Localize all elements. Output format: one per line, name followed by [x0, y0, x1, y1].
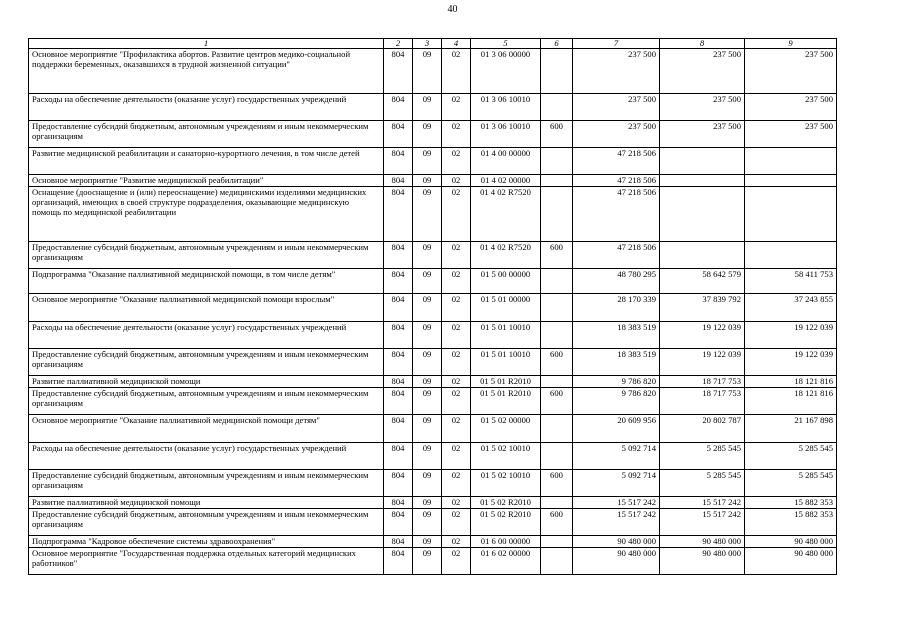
row-code-expense-type — [541, 322, 573, 349]
row-code-section: 09 — [413, 470, 442, 497]
row-name-cell: Основное мероприятие "Профилактика абортов. Развитие центров медико-социальной поддержки беременных, оказавшихся в трудной жизненной ситуации" — [29, 49, 384, 94]
row-code-target: 01 5 01 R2010 — [471, 376, 541, 388]
row-code-subsection: 02 — [442, 175, 471, 187]
row-amount-col8 — [660, 175, 745, 187]
row-amount-col8: 37 839 792 — [660, 294, 745, 322]
row-code-ministry: 804 — [384, 269, 413, 294]
row-code-target: 01 3 06 10010 — [471, 121, 541, 148]
table-row — [29, 376, 837, 388]
row-amount-col7: 9 786 820 — [573, 388, 660, 415]
header-col-8: 8 — [660, 39, 745, 49]
row-code-target: 01 5 01 00000 — [471, 294, 541, 322]
row-code-target: 01 6 02 00000 — [471, 548, 541, 575]
row-name-cell: Основное мероприятие "Оказание паллиативной медицинской помощи взрослым" — [29, 294, 384, 322]
row-amount-col9: 18 121 816 — [745, 388, 837, 415]
row-amount-col8 — [660, 242, 745, 269]
table-row — [29, 175, 837, 187]
row-code-subsection: 02 — [442, 376, 471, 388]
row-code-section: 09 — [413, 388, 442, 415]
row-name-cell: Расходы на обеспечение деятельности (оказание услуг) государственных учреждений — [29, 94, 384, 121]
row-name-cell: Оснащение (дооснащение и (или) переоснащение) медицинскими изделиями медицинских организаций, имеющих в своей структуре подразделения, оказывающие медицинскую помощь по медицинской реабилитации — [29, 187, 384, 242]
row-code-ministry: 804 — [384, 443, 413, 470]
row-amount-col7: 90 480 000 — [573, 536, 660, 548]
row-amount-col9: 5 285 545 — [745, 470, 837, 497]
row-amount-col7: 15 517 242 — [573, 497, 660, 509]
row-amount-col8: 15 517 242 — [660, 509, 745, 536]
header-col-6: 6 — [541, 39, 573, 49]
row-amount-col9: 237 500 — [745, 94, 837, 121]
row-code-target: 01 5 02 R2010 — [471, 509, 541, 536]
table-row — [29, 415, 837, 443]
row-amount-col9: 5 285 545 — [745, 443, 837, 470]
row-amount-col8 — [660, 148, 745, 175]
row-code-target: 01 5 02 10010 — [471, 443, 541, 470]
row-code-section: 09 — [413, 269, 442, 294]
row-name-cell: Развитие паллиативной медицинской помощи — [29, 376, 384, 388]
row-code-expense-type — [541, 94, 573, 121]
table-row — [29, 49, 837, 94]
row-name-cell: Развитие медицинской реабилитации и санаторно-курортного лечения, в том числе детей — [29, 148, 384, 175]
row-code-ministry: 804 — [384, 349, 413, 376]
table-body — [29, 49, 837, 575]
row-code-target: 01 6 00 00000 — [471, 536, 541, 548]
row-amount-col9 — [745, 148, 837, 175]
table-row — [29, 242, 837, 269]
row-amount-col7: 48 780 295 — [573, 269, 660, 294]
row-code-expense-type: 600 — [541, 470, 573, 497]
row-name-cell: Основное мероприятие "Развитие медицинской реабилитации" — [29, 175, 384, 187]
row-amount-col7: 15 517 242 — [573, 509, 660, 536]
row-amount-col8: 20 802 787 — [660, 415, 745, 443]
row-code-subsection: 02 — [442, 509, 471, 536]
row-code-subsection: 02 — [442, 548, 471, 575]
row-code-subsection: 02 — [442, 536, 471, 548]
row-amount-col8: 237 500 — [660, 121, 745, 148]
row-code-section: 09 — [413, 148, 442, 175]
header-col-7: 7 — [573, 39, 660, 49]
header-col-9: 9 — [745, 39, 837, 49]
row-amount-col8: 18 717 753 — [660, 388, 745, 415]
row-code-ministry: 804 — [384, 294, 413, 322]
row-name-cell: Основное мероприятие "Государственная поддержка отдельных категорий медицинских работников" — [29, 548, 384, 575]
row-amount-col7: 47 218 506 — [573, 187, 660, 242]
row-code-expense-type: 600 — [541, 121, 573, 148]
row-code-expense-type — [541, 376, 573, 388]
row-amount-col8 — [660, 187, 745, 242]
row-code-subsection: 02 — [442, 349, 471, 376]
row-code-section: 09 — [413, 49, 442, 94]
row-amount-col9: 19 122 039 — [745, 349, 837, 376]
row-amount-col8: 19 122 039 — [660, 349, 745, 376]
row-amount-col8: 58 642 579 — [660, 269, 745, 294]
table-row — [29, 388, 837, 415]
row-code-section: 09 — [413, 322, 442, 349]
row-code-subsection: 02 — [442, 148, 471, 175]
row-code-ministry: 804 — [384, 470, 413, 497]
row-code-target: 01 5 02 00000 — [471, 415, 541, 443]
row-code-ministry: 804 — [384, 49, 413, 94]
header-col-4: 4 — [442, 39, 471, 49]
row-code-target: 01 5 02 R2010 — [471, 497, 541, 509]
header-col-2: 2 — [384, 39, 413, 49]
table-row — [29, 121, 837, 148]
row-code-expense-type — [541, 187, 573, 242]
table-row — [29, 294, 837, 322]
row-code-target: 01 5 00 00000 — [471, 269, 541, 294]
row-code-subsection: 02 — [442, 294, 471, 322]
row-code-section: 09 — [413, 415, 442, 443]
row-amount-col7: 18 383 519 — [573, 349, 660, 376]
row-amount-col8: 5 285 545 — [660, 443, 745, 470]
row-code-expense-type — [541, 443, 573, 470]
row-code-target: 01 5 01 R2010 — [471, 388, 541, 415]
row-amount-col9: 18 121 816 — [745, 376, 837, 388]
row-amount-col8: 90 480 000 — [660, 536, 745, 548]
row-amount-col7: 5 092 714 — [573, 470, 660, 497]
row-amount-col7: 90 480 000 — [573, 548, 660, 575]
row-amount-col8: 90 480 000 — [660, 548, 745, 575]
row-code-ministry: 804 — [384, 415, 413, 443]
row-amount-col9: 58 411 753 — [745, 269, 837, 294]
row-name-cell: Предоставление субсидий бюджетным, автономным учреждениям и иным некоммерческим организациям — [29, 349, 384, 376]
row-code-expense-type — [541, 49, 573, 94]
row-code-ministry: 804 — [384, 175, 413, 187]
row-name-cell: Подпрограмма "Оказание паллиативной медицинской помощи, в том числе детям" — [29, 269, 384, 294]
row-amount-col9 — [745, 175, 837, 187]
row-amount-col7: 47 218 506 — [573, 242, 660, 269]
row-code-target: 01 5 01 10010 — [471, 322, 541, 349]
row-name-cell: Предоставление субсидий бюджетным, автономным учреждениям и иным некоммерческим организациям — [29, 242, 384, 269]
row-code-subsection: 02 — [442, 443, 471, 470]
row-amount-col9: 15 882 353 — [745, 497, 837, 509]
row-code-subsection: 02 — [442, 121, 471, 148]
row-amount-col9: 15 882 353 — [745, 509, 837, 536]
row-code-expense-type — [541, 415, 573, 443]
row-name-cell: Расходы на обеспечение деятельности (оказание услуг) государственных учреждений — [29, 322, 384, 349]
table-row — [29, 443, 837, 470]
row-code-ministry: 804 — [384, 376, 413, 388]
row-code-section: 09 — [413, 294, 442, 322]
row-name-cell: Предоставление субсидий бюджетным, автономным учреждениям и иным некоммерческим организациям — [29, 388, 384, 415]
row-code-section: 09 — [413, 187, 442, 242]
row-code-target: 01 5 01 10010 — [471, 349, 541, 376]
row-code-section: 09 — [413, 349, 442, 376]
row-code-target: 01 4 02 R7520 — [471, 242, 541, 269]
row-code-target: 01 3 06 00000 — [471, 49, 541, 94]
row-amount-col9: 37 243 855 — [745, 294, 837, 322]
row-code-expense-type: 600 — [541, 509, 573, 536]
row-code-section: 09 — [413, 548, 442, 575]
row-code-subsection: 02 — [442, 242, 471, 269]
table-row — [29, 94, 837, 121]
row-code-expense-type: 600 — [541, 349, 573, 376]
row-code-ministry: 804 — [384, 148, 413, 175]
header-row — [29, 39, 837, 49]
page-number: 40 — [447, 4, 458, 15]
row-code-subsection: 02 — [442, 415, 471, 443]
table-row — [29, 470, 837, 497]
row-code-section: 09 — [413, 242, 442, 269]
row-code-ministry: 804 — [384, 536, 413, 548]
row-name-cell: Предоставление субсидий бюджетным, автономным учреждениям и иным некоммерческим организациям — [29, 121, 384, 148]
row-code-ministry: 804 — [384, 388, 413, 415]
row-code-subsection: 02 — [442, 187, 471, 242]
row-code-expense-type — [541, 175, 573, 187]
row-code-expense-type — [541, 294, 573, 322]
row-code-expense-type — [541, 548, 573, 575]
row-amount-col8: 18 717 753 — [660, 376, 745, 388]
row-amount-col7: 47 218 506 — [573, 148, 660, 175]
row-code-target: 01 4 00 00000 — [471, 148, 541, 175]
row-amount-col7: 18 383 519 — [573, 322, 660, 349]
row-code-ministry: 804 — [384, 548, 413, 575]
row-code-target: 01 4 02 R7520 — [471, 187, 541, 242]
row-code-subsection: 02 — [442, 322, 471, 349]
header-col-1: 1 — [29, 39, 384, 49]
row-code-ministry: 804 — [384, 121, 413, 148]
row-name-cell: Развитие паллиативной медицинской помощи — [29, 497, 384, 509]
row-code-target: 01 5 02 10010 — [471, 470, 541, 497]
row-code-subsection: 02 — [442, 94, 471, 121]
row-name-cell: Расходы на обеспечение деятельности (оказание услуг) государственных учреждений — [29, 443, 384, 470]
row-code-subsection: 02 — [442, 470, 471, 497]
row-name-cell: Предоставление субсидий бюджетным, автономным учреждениям и иным некоммерческим организациям — [29, 470, 384, 497]
row-code-section: 09 — [413, 376, 442, 388]
table-row — [29, 349, 837, 376]
table-row — [29, 509, 837, 536]
table-row — [29, 187, 837, 242]
row-name-cell: Основное мероприятие "Оказание паллиативной медицинской помощи детям" — [29, 415, 384, 443]
budget-table — [28, 38, 837, 575]
row-code-ministry: 804 — [384, 187, 413, 242]
row-code-section: 09 — [413, 121, 442, 148]
row-code-section: 09 — [413, 509, 442, 536]
row-code-expense-type — [541, 269, 573, 294]
header-col-3: 3 — [413, 39, 442, 49]
row-amount-col9 — [745, 242, 837, 269]
header-col-5: 5 — [471, 39, 541, 49]
row-code-section: 09 — [413, 536, 442, 548]
row-code-target: 01 3 06 10010 — [471, 94, 541, 121]
row-amount-col7: 28 170 339 — [573, 294, 660, 322]
table-row — [29, 269, 837, 294]
row-amount-col9: 90 480 000 — [745, 536, 837, 548]
row-code-subsection: 02 — [442, 269, 471, 294]
row-amount-col7: 237 500 — [573, 94, 660, 121]
row-code-target: 01 4 02 00000 — [471, 175, 541, 187]
row-amount-col9: 90 480 000 — [745, 548, 837, 575]
row-code-ministry: 804 — [384, 509, 413, 536]
row-amount-col8: 15 517 242 — [660, 497, 745, 509]
row-amount-col9: 21 167 898 — [745, 415, 837, 443]
row-amount-col8: 237 500 — [660, 49, 745, 94]
row-code-expense-type: 600 — [541, 388, 573, 415]
row-code-section: 09 — [413, 175, 442, 187]
row-code-expense-type — [541, 148, 573, 175]
row-code-section: 09 — [413, 94, 442, 121]
table-row — [29, 322, 837, 349]
row-amount-col8: 5 285 545 — [660, 470, 745, 497]
row-code-section: 09 — [413, 443, 442, 470]
row-amount-col8: 19 122 039 — [660, 322, 745, 349]
row-code-expense-type — [541, 497, 573, 509]
row-code-ministry: 804 — [384, 497, 413, 509]
row-amount-col9 — [745, 187, 837, 242]
row-amount-col7: 20 609 956 — [573, 415, 660, 443]
table-row — [29, 497, 837, 509]
row-amount-col9: 19 122 039 — [745, 322, 837, 349]
row-code-section: 09 — [413, 497, 442, 509]
row-amount-col7: 5 092 714 — [573, 443, 660, 470]
table-row — [29, 548, 837, 575]
row-amount-col7: 9 786 820 — [573, 376, 660, 388]
row-amount-col7: 47 218 506 — [573, 175, 660, 187]
row-code-subsection: 02 — [442, 388, 471, 415]
row-amount-col7: 237 500 — [573, 121, 660, 148]
row-name-cell: Предоставление субсидий бюджетным, автономным учреждениям и иным некоммерческим организациям — [29, 509, 384, 536]
table-row — [29, 536, 837, 548]
row-code-expense-type — [541, 536, 573, 548]
row-amount-col9: 237 500 — [745, 121, 837, 148]
row-code-subsection: 02 — [442, 49, 471, 94]
row-code-ministry: 804 — [384, 94, 413, 121]
row-amount-col8: 237 500 — [660, 94, 745, 121]
row-amount-col9: 237 500 — [745, 49, 837, 94]
row-code-subsection: 02 — [442, 497, 471, 509]
table-row — [29, 148, 837, 175]
row-code-ministry: 804 — [384, 322, 413, 349]
row-code-ministry: 804 — [384, 242, 413, 269]
row-amount-col7: 237 500 — [573, 49, 660, 94]
row-name-cell: Подпрограмма "Кадровое обеспечение системы здравоохранения" — [29, 536, 384, 548]
row-code-expense-type: 600 — [541, 242, 573, 269]
